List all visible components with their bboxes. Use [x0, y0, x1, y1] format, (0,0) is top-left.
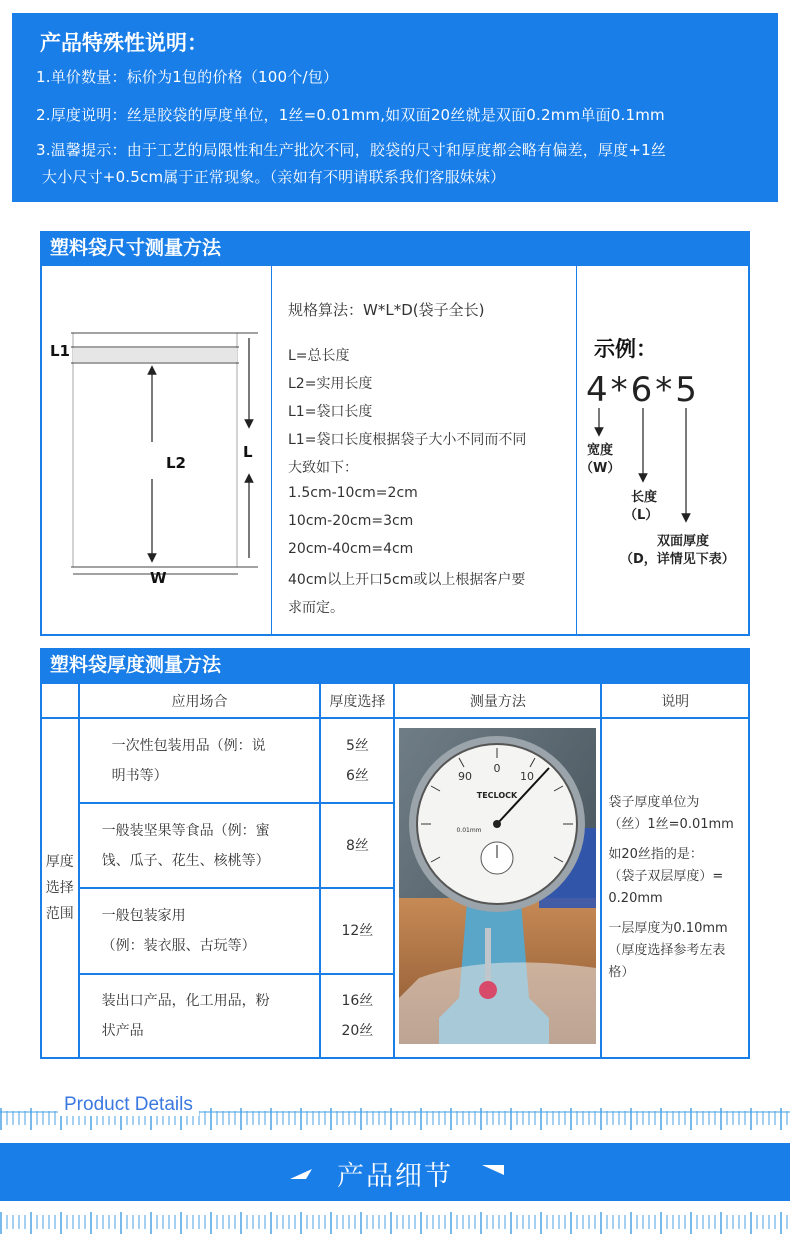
- header-note: 说明: [601, 683, 749, 718]
- note-line-4: 大小尺寸+0.5cm属于正常现象。（亲如有不明请联系我们客服妹妹）: [42, 168, 506, 186]
- usage-line: 装出口产品，化工用品，粉: [101, 993, 270, 1009]
- example-width-code: （W）: [580, 461, 621, 476]
- rule-line: 40cm以上开口5cm或以上根据客户要: [288, 572, 526, 588]
- usage-cell: [79, 888, 321, 974]
- header-method: 测量方法: [394, 683, 601, 718]
- usage-cell: [79, 718, 321, 803]
- usage-line: 一般包装家用: [101, 908, 186, 924]
- note-line: 一层厚度为0.10mm: [608, 921, 728, 936]
- thickness-cell: [320, 974, 394, 1058]
- note-line: 如20丝指的是：: [608, 847, 703, 862]
- rule-line: L1=袋口长度: [288, 404, 373, 420]
- thickness-value: 16丝: [341, 993, 374, 1009]
- example-length-name: 长度: [631, 490, 658, 505]
- note-cell: [601, 718, 749, 1058]
- rule-line: L=总长度: [288, 348, 350, 364]
- example-formula: 4*6*5: [586, 370, 700, 410]
- usage-line: 一次性包装用品（例：说: [111, 737, 266, 754]
- thickness-value: 12丝: [341, 923, 374, 939]
- usage-cell: [79, 803, 321, 888]
- table-row: [41, 718, 749, 803]
- thickness-section-title: 塑料袋厚度测量方法: [40, 648, 750, 682]
- usage-line: 状产品: [101, 1023, 144, 1039]
- special-notes-title: 产品特殊性说明：: [40, 31, 208, 55]
- rule-line: 20cm-40cm=4cm: [288, 541, 414, 557]
- right-quote-icon: [478, 1161, 508, 1181]
- example-depth-code: （D，详情见下表）: [620, 552, 735, 567]
- usage-line: 饯、瓜子、花生、核桃等）: [101, 852, 270, 869]
- special-notes-panel: [12, 13, 778, 202]
- note-line-1: 1.单价数量：标价为1包的价格（100个/包）: [36, 68, 339, 86]
- usage-line: （例：装衣服、古玩等）: [101, 938, 256, 954]
- thickness-value: 6丝: [345, 767, 369, 784]
- note-line: 袋子厚度单位为: [608, 795, 700, 810]
- range-label-line: 选择: [45, 880, 74, 896]
- rule-line: 10cm-20cm=3cm: [288, 513, 414, 529]
- rule-line: 1.5cm-10cm=2cm: [288, 485, 418, 501]
- example-depth-name: 双面厚度: [657, 534, 710, 549]
- thickness-cell: [320, 803, 394, 888]
- range-label-line: 厚度: [45, 854, 74, 870]
- thickness-value: 5丝: [345, 737, 369, 754]
- l2-label: L2: [166, 454, 186, 472]
- product-details-label: Product Details: [58, 1094, 199, 1116]
- header-blank: [41, 683, 79, 718]
- note-line-3: 3.温馨提示：由于工艺的局限性和生产批次不同，胶袋的尺寸和厚度都会略有偏差，厚度+1丝: [36, 141, 667, 159]
- size-section-title: 塑料袋尺寸测量方法: [40, 231, 750, 265]
- rule-line: 求而定。: [288, 600, 344, 616]
- rule-line: 大致如下：: [288, 460, 358, 476]
- gauge-scale-90: 90: [458, 770, 473, 783]
- thickness-table: [40, 682, 750, 1059]
- size-section-frame: [40, 264, 750, 636]
- thickness-cell: [320, 888, 394, 974]
- thickness-value: 8丝: [345, 837, 369, 854]
- ruler-decoration-bottom: [0, 1210, 790, 1236]
- thickness-value: 20丝: [341, 1023, 374, 1039]
- gauge-unit: 0.01mm: [456, 827, 482, 834]
- w-label: W: [150, 569, 167, 587]
- product-details-banner: [0, 1143, 790, 1201]
- rule-line: L2=实用长度: [288, 376, 373, 392]
- gauge-brand: TECLOCK: [477, 791, 518, 800]
- usage-cell: [79, 974, 321, 1058]
- note-line: （袋子双层厚度）=: [608, 869, 724, 884]
- usage-line: 一般装坚果等食品（例：蜜: [101, 822, 270, 839]
- l1-label: L1: [50, 342, 70, 360]
- range-label-cell: [41, 718, 79, 1058]
- rule-line: L1=袋口长度根据袋子大小不同而不同: [288, 432, 527, 448]
- method-photo-cell: [394, 718, 601, 1058]
- l-label: L: [243, 443, 253, 461]
- header-usage: 应用场合: [79, 683, 321, 718]
- thickness-gauge-photo: [399, 728, 596, 1044]
- range-label-line: 范围: [45, 906, 74, 922]
- example-length-code: （L）: [624, 508, 659, 523]
- example-title: 示例：: [594, 337, 657, 361]
- note-line: （丝）1丝=0.01mm: [608, 817, 734, 832]
- note-line: 0.20mm: [608, 891, 663, 906]
- usage-line: 明书等）: [111, 767, 168, 784]
- header-thickness-choice: 厚度选择: [320, 683, 394, 718]
- example-width-name: 宽度: [587, 443, 614, 458]
- gauge-scale-top: 0: [493, 762, 501, 775]
- table-header-row: [41, 683, 749, 718]
- note-line-2: 2.厚度说明：丝是胶袋的厚度单位，1丝=0.01mm,如双面20丝就是双面0.2mm单面0.1mm: [36, 106, 665, 124]
- note-line: 格）: [608, 965, 635, 980]
- gauge-scale-10: 10: [520, 770, 535, 783]
- banner-title: 产品细节: [337, 1161, 453, 1192]
- divider: [271, 266, 272, 634]
- size-formula: 规格算法：W*L*D(袋子全长): [288, 301, 485, 319]
- note-line: （厚度选择参考左表: [608, 943, 726, 958]
- thickness-cell: [320, 718, 394, 803]
